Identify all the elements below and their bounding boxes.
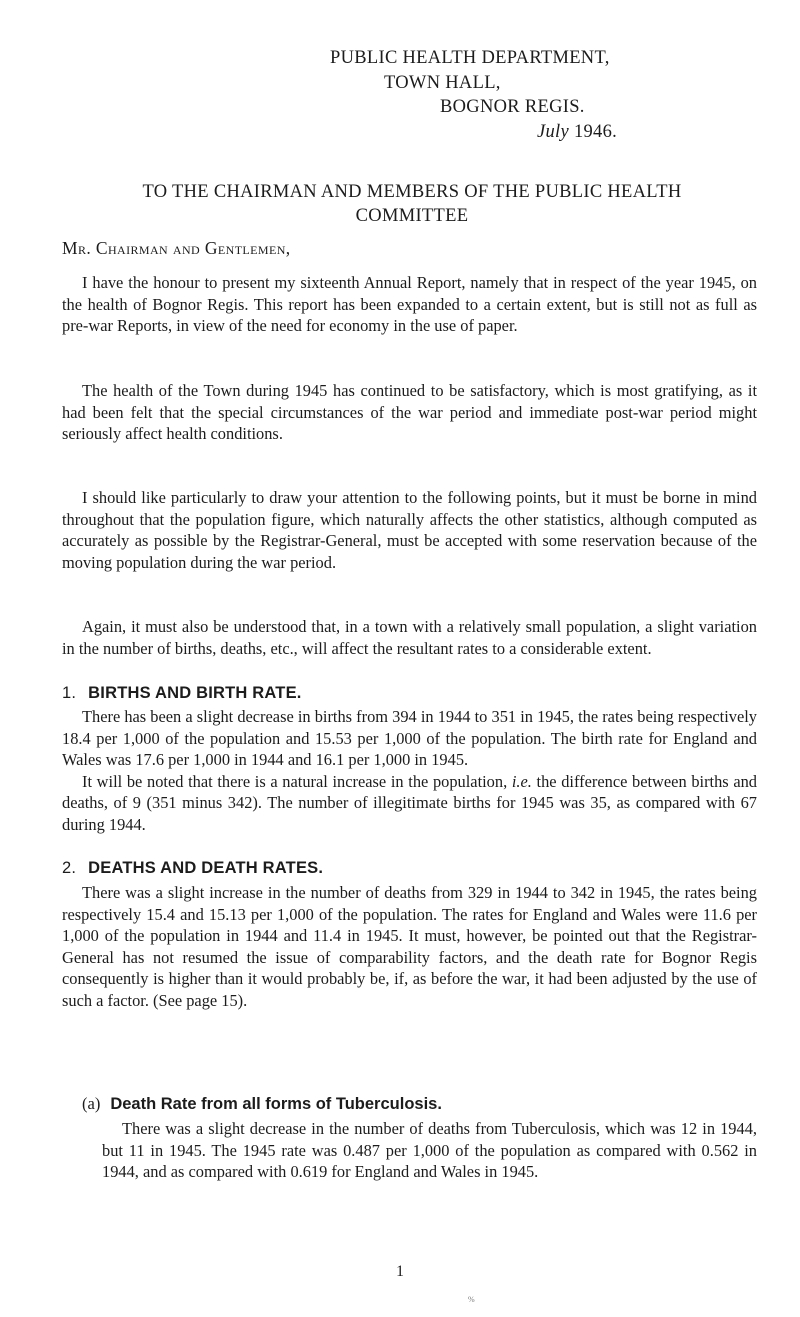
title-line-2: COMMITTEE bbox=[355, 206, 469, 226]
italic-text: i.e. bbox=[511, 771, 532, 791]
paragraph-text: I should like particularly to draw your attention to the following points, but it must be borne in mind throughout that the population figure, which naturally affects the other statistics, although computed as accurately as possible by the Registrar-General, must be accepted with some reservation because of the moving population during the war period. bbox=[62, 488, 757, 572]
title-line-1: TO THE CHAIRMAN AND MEMBERS OF THE PUBLIC HEALTH bbox=[142, 182, 682, 202]
section-1-paragraph-2 bbox=[62, 771, 757, 836]
address-block bbox=[330, 46, 617, 144]
section-2-paragraph-1: There was a slight increase in the number of deaths from 329 in 1944 to 342 in 1945, the rates being respectively 15.4 and 15.13 per 1,000 of the population. The rates for England and Wales were 11.6 per 1,000 of the population in 1944 and 11.4 in 1945. It must, however, be pointed out that the Registrar-General has not resumed the issue of comparability factors, and the death rate for Bognor Regis consequently is higher than it would probably be, if, as before the war, it had been adjusted by the use of such a factor. (See page 15). bbox=[62, 883, 757, 1010]
subsection-a-paragraph: There was a slight decrease in the number of deaths from Tuberculosis, which was 12 in 1944, but 11 in 1945. The 1945 rate was 0.487 per 1,000 of the population as compared with 0.562 in 1944, and as compared with 0.619 for England and Wales in 1945. bbox=[102, 1119, 757, 1182]
subsection-a-label: (a) bbox=[82, 1094, 101, 1113]
section-1-number: 1. bbox=[62, 684, 77, 702]
stray-mark: % bbox=[468, 1295, 475, 1304]
date-year: 1946. bbox=[573, 121, 618, 142]
intro-paragraph-2 bbox=[62, 380, 757, 445]
text-run: the difference between births and deaths, of 9 (351 minus 342). The number of illegitimate births for 1945 was 35, as compared with 67 during 1944. bbox=[62, 771, 757, 834]
address-town-hall: TOWN HALL, bbox=[384, 72, 501, 93]
paragraph-text: The health of the Town during 1945 has continued to be satisfactory, which is most gratifying, as it had been felt that the special circumstances of the war period and immediate post-war period might seriously affect health conditions. bbox=[62, 381, 757, 444]
subsection-a-body bbox=[102, 1118, 757, 1183]
section-1-heading bbox=[62, 684, 302, 703]
subsection-a-title: Death Rate from all forms of Tuberculosis. bbox=[110, 1095, 442, 1113]
section-2-number: 2. bbox=[62, 859, 77, 877]
section-2-body bbox=[62, 882, 757, 1012]
intro-paragraph-1 bbox=[62, 272, 757, 337]
address-town: BOGNOR REGIS. bbox=[440, 97, 585, 117]
intro-paragraph-4 bbox=[62, 616, 757, 659]
section-2-title: DEATHS AND DEATH RATES. bbox=[88, 859, 324, 877]
section-1-title: BIRTHS AND BIRTH RATE. bbox=[88, 684, 302, 702]
section-1-body bbox=[62, 706, 757, 836]
date-month: July bbox=[537, 121, 570, 142]
intro-paragraph-3 bbox=[62, 487, 757, 573]
paragraph-text: Again, it must also be understood that, in a town with a relatively small population, a slight variation in the number of births, deaths, etc., will affect the resultant rates to a considerable extent. bbox=[62, 617, 757, 658]
report-date bbox=[330, 120, 617, 145]
section-1-paragraph-1: There has been a slight decrease in births from 394 in 1944 to 351 in 1945, the rates being respectively 18.4 per 1,000 of the population and 15.53 per 1,000 of the population. The birth rate for England and Wales was 17.6 per 1,000 in 1944 and 16.1 per 1,000 in 1945. bbox=[62, 707, 757, 770]
section-2-heading bbox=[62, 859, 323, 878]
page-number: 1 bbox=[396, 1263, 404, 1280]
address-department: PUBLIC HEALTH DEPARTMENT, bbox=[330, 48, 610, 68]
text-run: It will be noted that there is a natural increase in the population, bbox=[82, 771, 512, 791]
salutation: Mr. Chairman and Gentlemen, bbox=[62, 238, 291, 258]
subsection-a-heading bbox=[62, 1094, 442, 1114]
report-title bbox=[62, 180, 762, 228]
paragraph-text: I have the honour to present my sixteenth Annual Report, namely that in respect of the year 1945, on the health of Bognor Regis. This report has been expanded to a certain extent, but is still not as full as pre-war Reports, in view of the need for economy in the use of paper. bbox=[62, 273, 757, 336]
